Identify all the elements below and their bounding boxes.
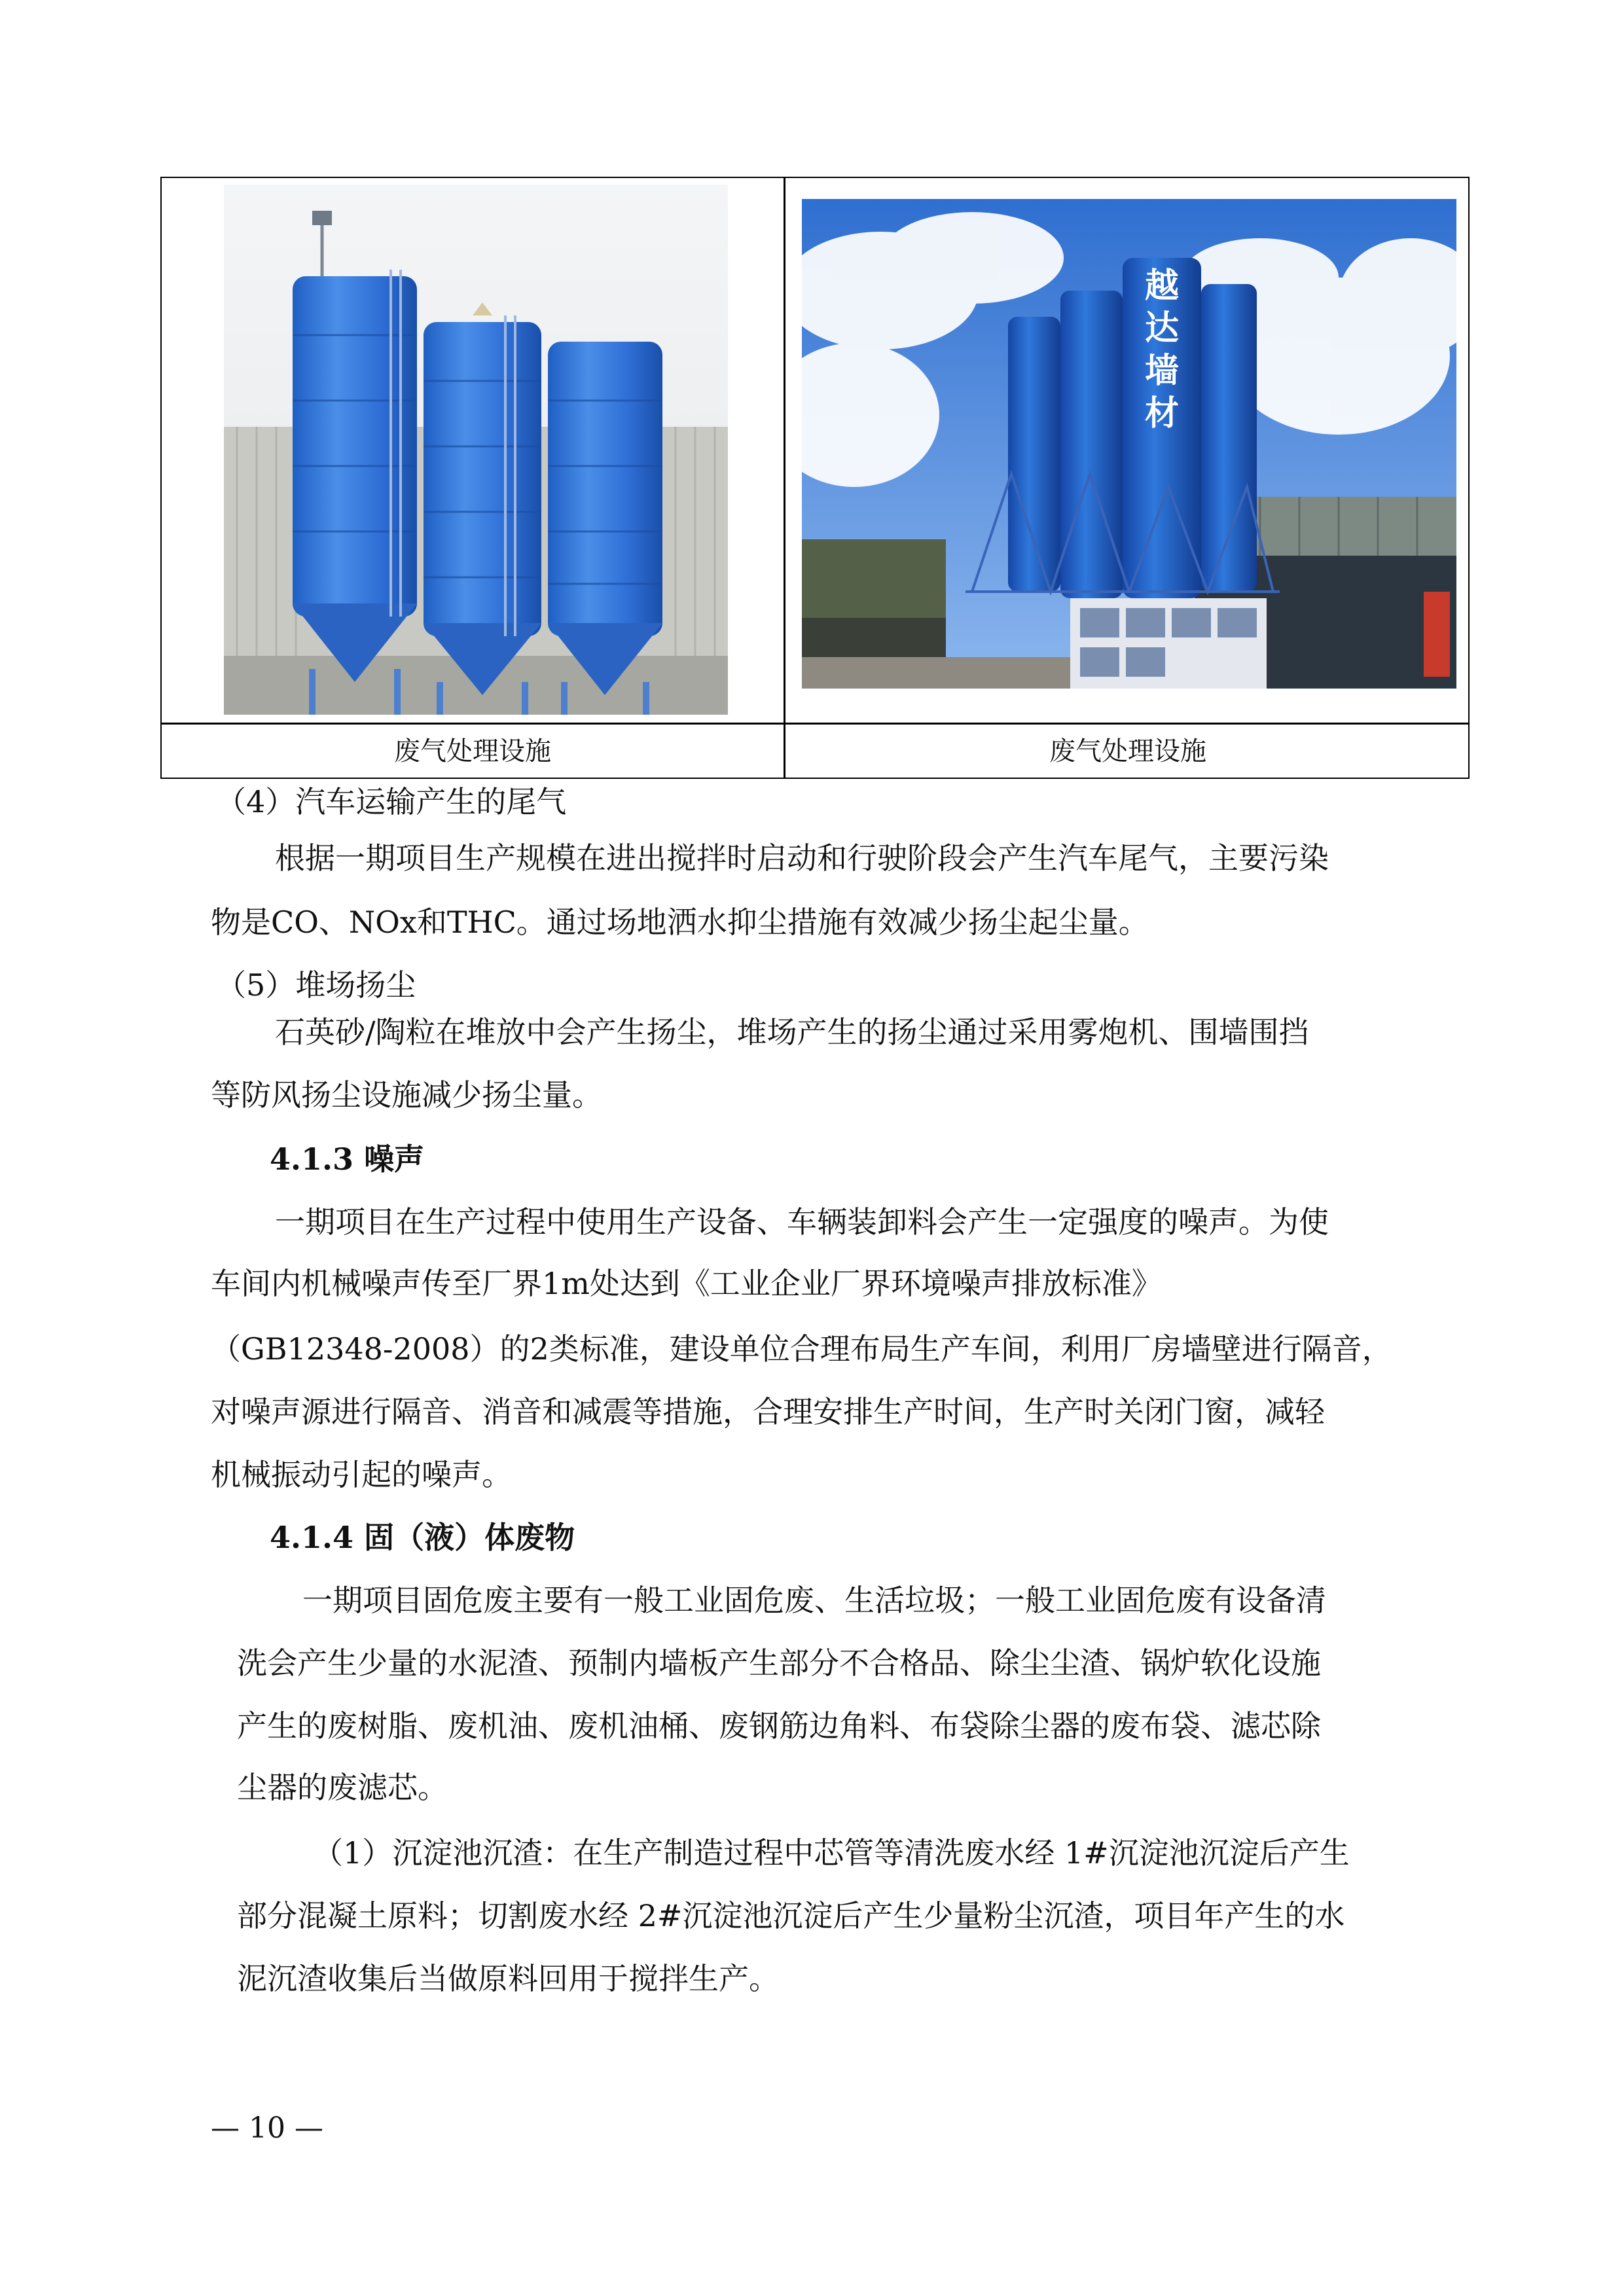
paragraph-line: 一期项目在生产过程中使用生产设备、车辆装卸料会产生一定强度的噪声。为使 xyxy=(275,1204,1329,1240)
paragraph-line: 产生的废树脂、废机油、废机油桶、废钢筋边角料、布袋除尘器的废布袋、滤芯除 xyxy=(237,1708,1321,1744)
paragraph-line: 一期项目固危废主要有一般工业固危废、生活垃圾；一般工业固危废有设备清 xyxy=(302,1583,1326,1618)
paragraph-line: 部分混凝土原料；切割废水经 2#沉淀池沉淀后产生少量粉尘沉渣，项目年产生的水 xyxy=(237,1898,1345,1933)
paragraph-line: 泥沉渣收集后当做原料回用于搅拌生产。 xyxy=(237,1961,779,1996)
paragraph-line: 等防风扬尘设施减少扬尘量。 xyxy=(211,1077,602,1113)
section-5-label: （5）堆场扬尘 xyxy=(216,967,416,1003)
page-number: — 10 — xyxy=(211,2111,323,2145)
silo-sign-char: 材 xyxy=(1144,394,1180,433)
paragraph-line: 车间内机械噪声传至厂界1m处达到《工业企业厂界环境噪声排放标准》 xyxy=(211,1266,1162,1301)
paragraph-line: （GB12348-2008）的2类标准，建设单位合理布局生产车间，利用厂房墙壁进行隔音， xyxy=(211,1331,1392,1367)
section-4-label: （4）汽车运输产生的尾气 xyxy=(216,784,567,819)
paragraph-line: 尘器的废滤芯。 xyxy=(237,1770,448,1805)
figure-caption-left: 废气处理设施 xyxy=(394,736,551,766)
silo-sign-char: 达 xyxy=(1144,309,1180,348)
paragraph-line: 洗会产生少量的水泥渣、预制内墙板产生部分不合格品、除尘尘渣、锅炉软化设施 xyxy=(237,1645,1321,1681)
silo-photo-right xyxy=(802,199,1456,689)
heading-4-1-3: 4.1.3 噪声 xyxy=(270,1141,425,1177)
paragraph-line: 机械振动引起的噪声。 xyxy=(211,1457,512,1492)
paragraph-line: 物是CO、NOx和THC。通过场地洒水抑尘措施有效减少扬尘起尘量。 xyxy=(211,905,1149,940)
paragraph-line: （1）沉淀池沉渣：在生产制造过程中芯管等清洗废水经 1#沉淀池沉淀后产生 xyxy=(313,1835,1350,1871)
silo-sign-char: 越 xyxy=(1144,266,1180,306)
paragraph-line: 石英砂/陶粒在堆放中会产生扬尘，堆场产生的扬尘通过采用雾炮机、围墙围挡 xyxy=(275,1014,1309,1050)
table-divider-vertical xyxy=(784,178,785,778)
paragraph-line: 对噪声源进行隔音、消音和减震等措施，合理安排生产时间，生产时关闭门窗，减轻 xyxy=(211,1394,1325,1429)
figure-table xyxy=(160,177,1470,779)
silo-photo-left xyxy=(224,185,728,715)
heading-4-1-4: 4.1.4 固（液）体废物 xyxy=(270,1520,575,1555)
paragraph-line: 根据一期项目生产规模在进出搅拌时启动和行驶阶段会产生汽车尾气，主要污染 xyxy=(275,840,1329,876)
silo-sign-char: 墙 xyxy=(1144,351,1180,391)
figure-caption-right: 废气处理设施 xyxy=(1049,736,1206,766)
